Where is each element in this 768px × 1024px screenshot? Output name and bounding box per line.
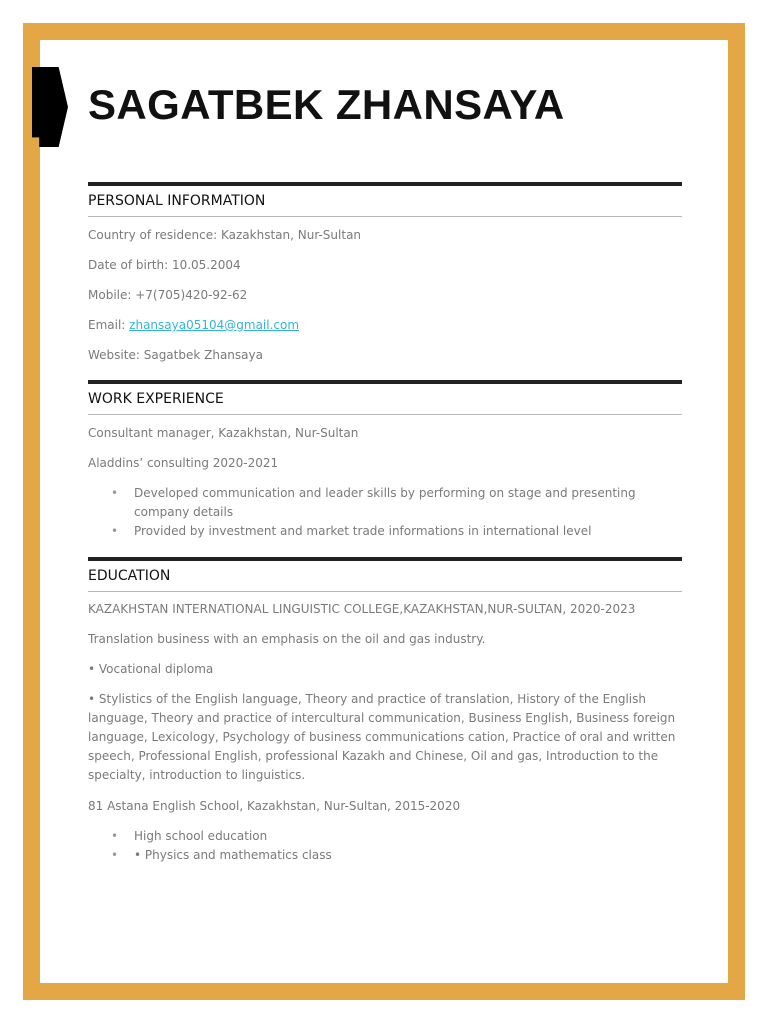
- education-diploma: • Vocational diploma: [88, 662, 214, 676]
- education-subjects: • Stylistics of the English language, Theory and practice of translation, History of the English language, Theory and practice of intercultural communication, Business English, Business foreign language, Lexicology, Psychology of business communications cation, Practice of oral and written speech, Professional English, professional Kazakh and Chinese, Oil and gas, Introduction to the specialty, introduction to linguistics.: [88, 692, 676, 782]
- section-title-education: EDUCATION: [88, 568, 171, 584]
- bullet-icon: •: [111, 524, 119, 538]
- education-school: 81 Astana English School, Kazakhstan, Nur-Sultan, 2015-2020: [88, 799, 461, 813]
- date-of-birth: Date of birth: 10.05.2004: [88, 258, 241, 272]
- candidate-name: SAGATBEK ZHANSAYA: [88, 81, 565, 128]
- list-item: • Developed communication and leader skills by performing on stage and presenting company details: [111, 486, 636, 519]
- mobile: Mobile: +7(705)420-92-62: [88, 288, 248, 302]
- section-personal-information: [88, 182, 682, 217]
- list-item: • • Physics and mathematics class: [88, 846, 682, 865]
- work-bullet-list: [88, 484, 682, 541]
- email-link[interactable]: zhansaya05104@gmail.com: [129, 318, 300, 332]
- email: Email: zhansaya05104@gmail.com: [88, 318, 300, 332]
- section-title-work: WORK EXPERIENCE: [88, 391, 224, 407]
- section-header: [88, 557, 682, 592]
- education-emphasis: Translation business with an emphasis on the oil and gas industry.: [88, 632, 486, 646]
- bullet-icon: •: [111, 486, 119, 500]
- country-of-residence: Country of residence: Kazakhstan, Nur-Sultan: [88, 228, 362, 242]
- website: Website: Sagatbek Zhansaya: [88, 348, 263, 362]
- school-bullet-list: [88, 827, 682, 865]
- section-header: [88, 380, 682, 415]
- section-header: [88, 182, 682, 217]
- section-work-experience: [88, 380, 682, 415]
- bullet-icon: •: [111, 829, 119, 843]
- bullet-icon: •: [111, 848, 119, 862]
- list-item: • High school education: [88, 827, 682, 846]
- education-college: KAZAKHSTAN INTERNATIONAL LINGUISTIC COLLEGE,KAZAKHSTAN,NUR-SULTAN, 2020-2023: [88, 602, 636, 616]
- work-position: Consultant manager, Kazakhstan, Nur-Sultan: [88, 426, 359, 440]
- section-education: [88, 557, 682, 592]
- section-title-personal: PERSONAL INFORMATION: [88, 193, 266, 209]
- work-company: Aladdins’ consulting 2020-2021: [88, 456, 279, 470]
- list-item: • Provided by investment and market trade informations in international level: [88, 522, 682, 541]
